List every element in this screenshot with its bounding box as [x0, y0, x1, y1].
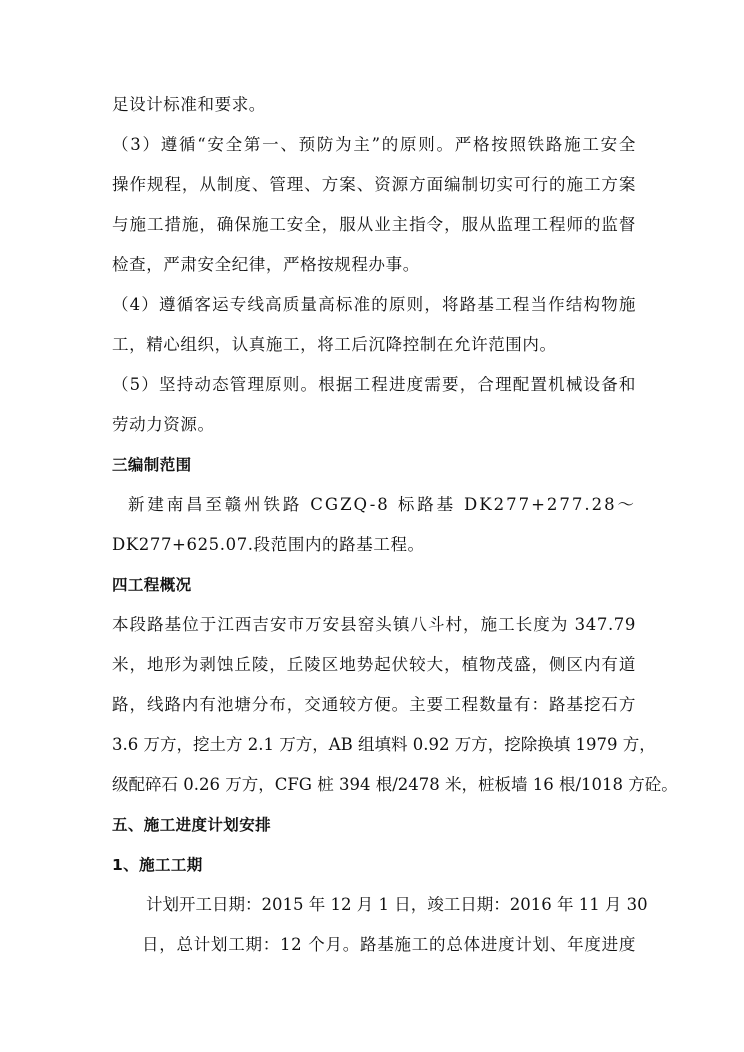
paragraph-line: 3.6 万方，挖土方 2.1 万方，AB 组填料 0.92 万方，挖除换填 1979 方， — [112, 735, 656, 754]
paragraph-line: （5）坚持动态管理原则。根据工程进度需要，合理配置机械设备和 — [112, 375, 636, 394]
paragraph-line: （3）遵循“安全第一、预防为主”的原则。严格按照铁路施工安全 — [112, 135, 636, 154]
paragraph-line: 与施工措施，确保施工安全，服从业主指令，服从监理工程师的监督 — [112, 215, 636, 234]
paragraph-line: （4）遵循客运专线高质量高标准的原则，将路基工程当作结构物施 — [112, 295, 636, 314]
paragraph-line: 劳动力资源。 — [112, 415, 215, 434]
paragraph-line: 计划开工日期：2015 年 12 月 1 日，竣工日期：2016 年 11 月 30 — [146, 895, 648, 914]
paragraph-line: 检查，严肃安全纪律，严格按规程办事。 — [112, 255, 420, 274]
section-heading: 三编制范围 — [112, 456, 192, 474]
paragraph-line: 米，地形为剥蚀丘陵，丘陵区地势起伏较大，植物茂盛，侧区内有道 — [112, 655, 636, 674]
paragraph-line: 日，总计划工期：12 个月。路基施工的总体进度计划、年度进度 — [142, 935, 636, 954]
paragraph-line: 本段路基位于江西吉安市万安县窑头镇八斗村，施工长度为 347.79 — [112, 615, 636, 634]
paragraph-line: DK277+625.07.段范围内的路基工程。 — [112, 535, 425, 554]
paragraph-line: 足设计标准和要求。 — [112, 95, 266, 114]
paragraph-line: 操作规程，从制度、管理、方案、资源方面编制切实可行的施工方案 — [112, 175, 636, 194]
subsection-heading: 1、施工工期 — [112, 856, 203, 874]
section-heading: 五、施工进度计划安排 — [112, 816, 272, 834]
section-heading: 四工程概况 — [112, 576, 192, 594]
paragraph-line: 路，线路内有池塘分布，交通较方便。主要工程数量有：路基挖石方 — [112, 695, 636, 714]
paragraph-line: 新建南昌至赣州铁路 CGZQ-8 标路基 DK277+277.28～ — [128, 495, 636, 514]
paragraph-line: 工，精心组织，认真施工，将工后沉降控制在允许范围内。 — [112, 335, 557, 354]
paragraph-line: 级配碎石 0.26 万方，CFG 桩 394 根/2478 米，桩板墙 16 根/1018 方砼。 — [112, 775, 678, 794]
